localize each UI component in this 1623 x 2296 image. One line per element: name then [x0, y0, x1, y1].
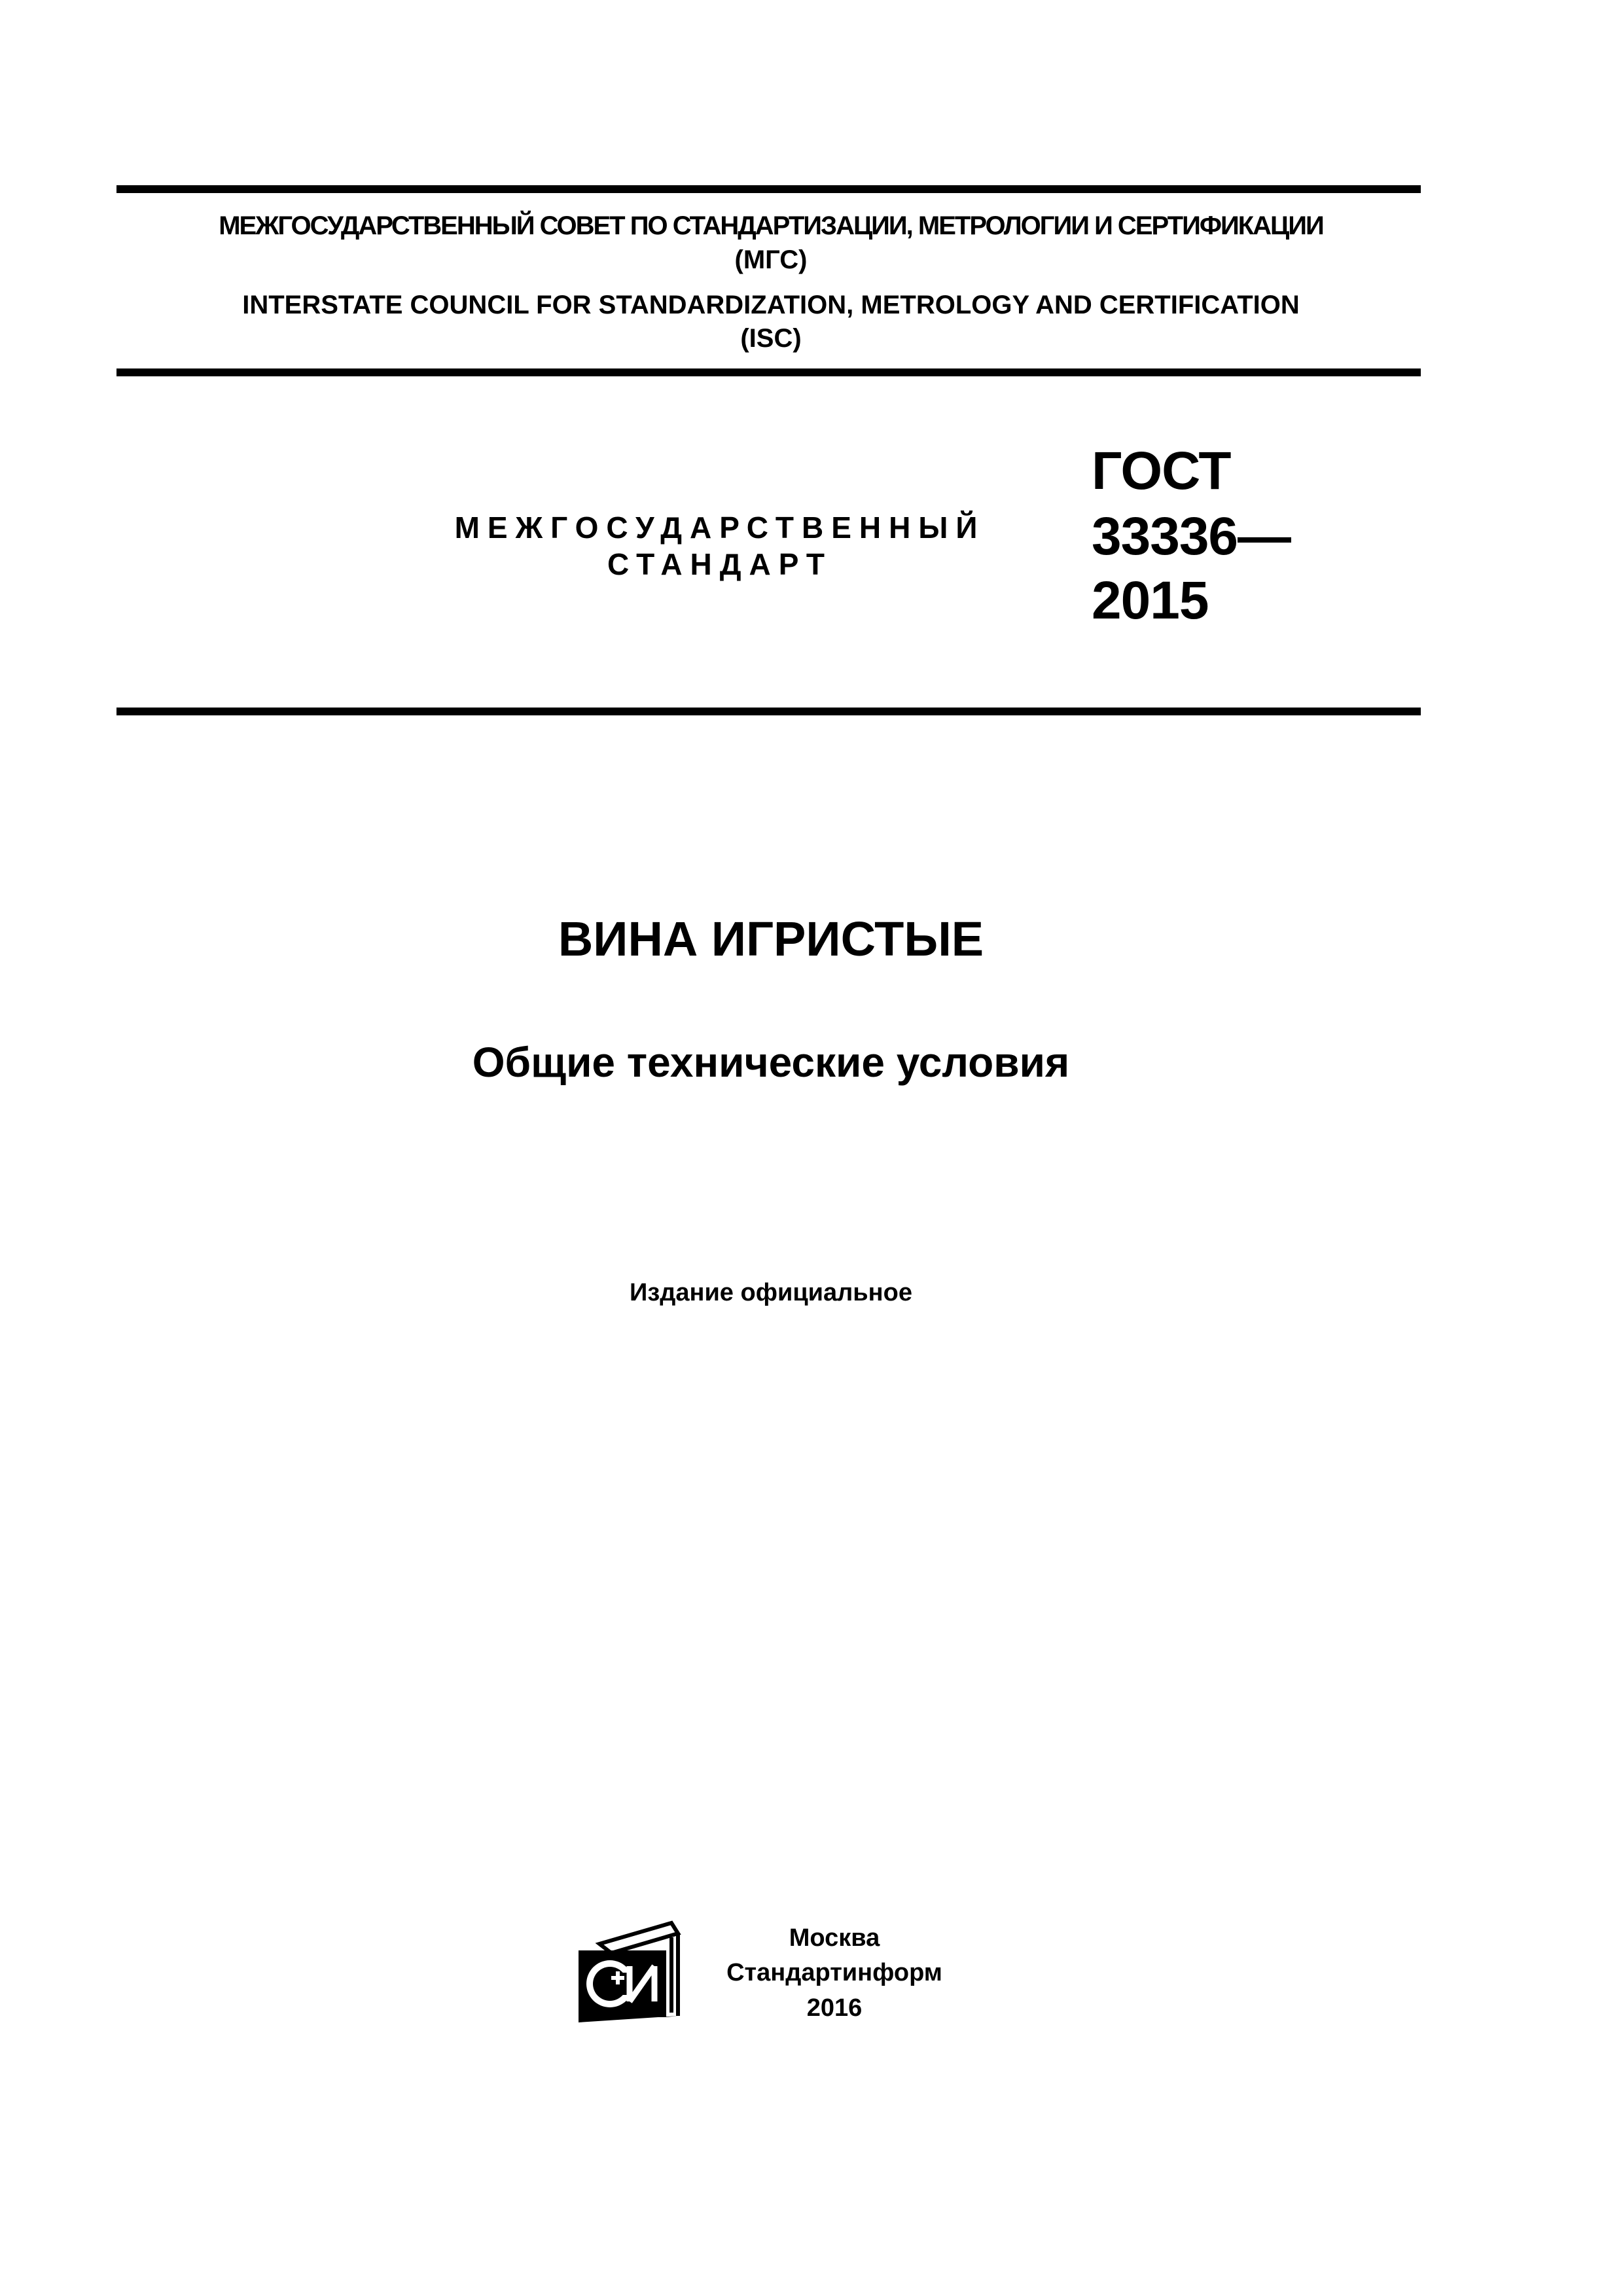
edition-label: Издание официальное [630, 1279, 912, 1306]
gost-number: 33336— [1092, 507, 1291, 566]
council-name-en: INTERSTATE COUNCIL FOR STANDARDIZATION, METROLOGY AND CERTIFICATION [242, 291, 1300, 319]
imprint-year: 2016 [806, 1994, 863, 2022]
standard-type-label-line1: МЕЖГОСУДАРСТВЕННЫЙ [454, 511, 986, 545]
imprint-publisher: Стандартинформ [726, 1959, 942, 1986]
council-abbr-ru: (МГС) [734, 245, 808, 274]
standard-type-label-line2: СТАНДАРТ [607, 547, 832, 581]
document-subtitle: Общие технические условия [472, 1039, 1070, 1086]
gost-prefix: ГОСТ [1092, 441, 1231, 501]
top-divider [116, 185, 1421, 193]
document-title: ВИНА ИГРИСТЫЕ [558, 912, 984, 966]
imprint-city: Москва [789, 1924, 880, 1952]
council-name-ru: МЕЖГОСУДАРСТВЕННЫЙ СОВЕТ ПО СТАНДАРТИЗАЦИИ, МЕТРОЛОГИИ И СЕРТИФИКАЦИИ [219, 211, 1323, 240]
header-divider [116, 368, 1421, 376]
council-abbr-en: (ISC) [740, 324, 802, 353]
gost-year: 2015 [1092, 571, 1209, 630]
designation-divider [116, 708, 1421, 715]
standartinform-logo-icon [573, 1918, 685, 2026]
